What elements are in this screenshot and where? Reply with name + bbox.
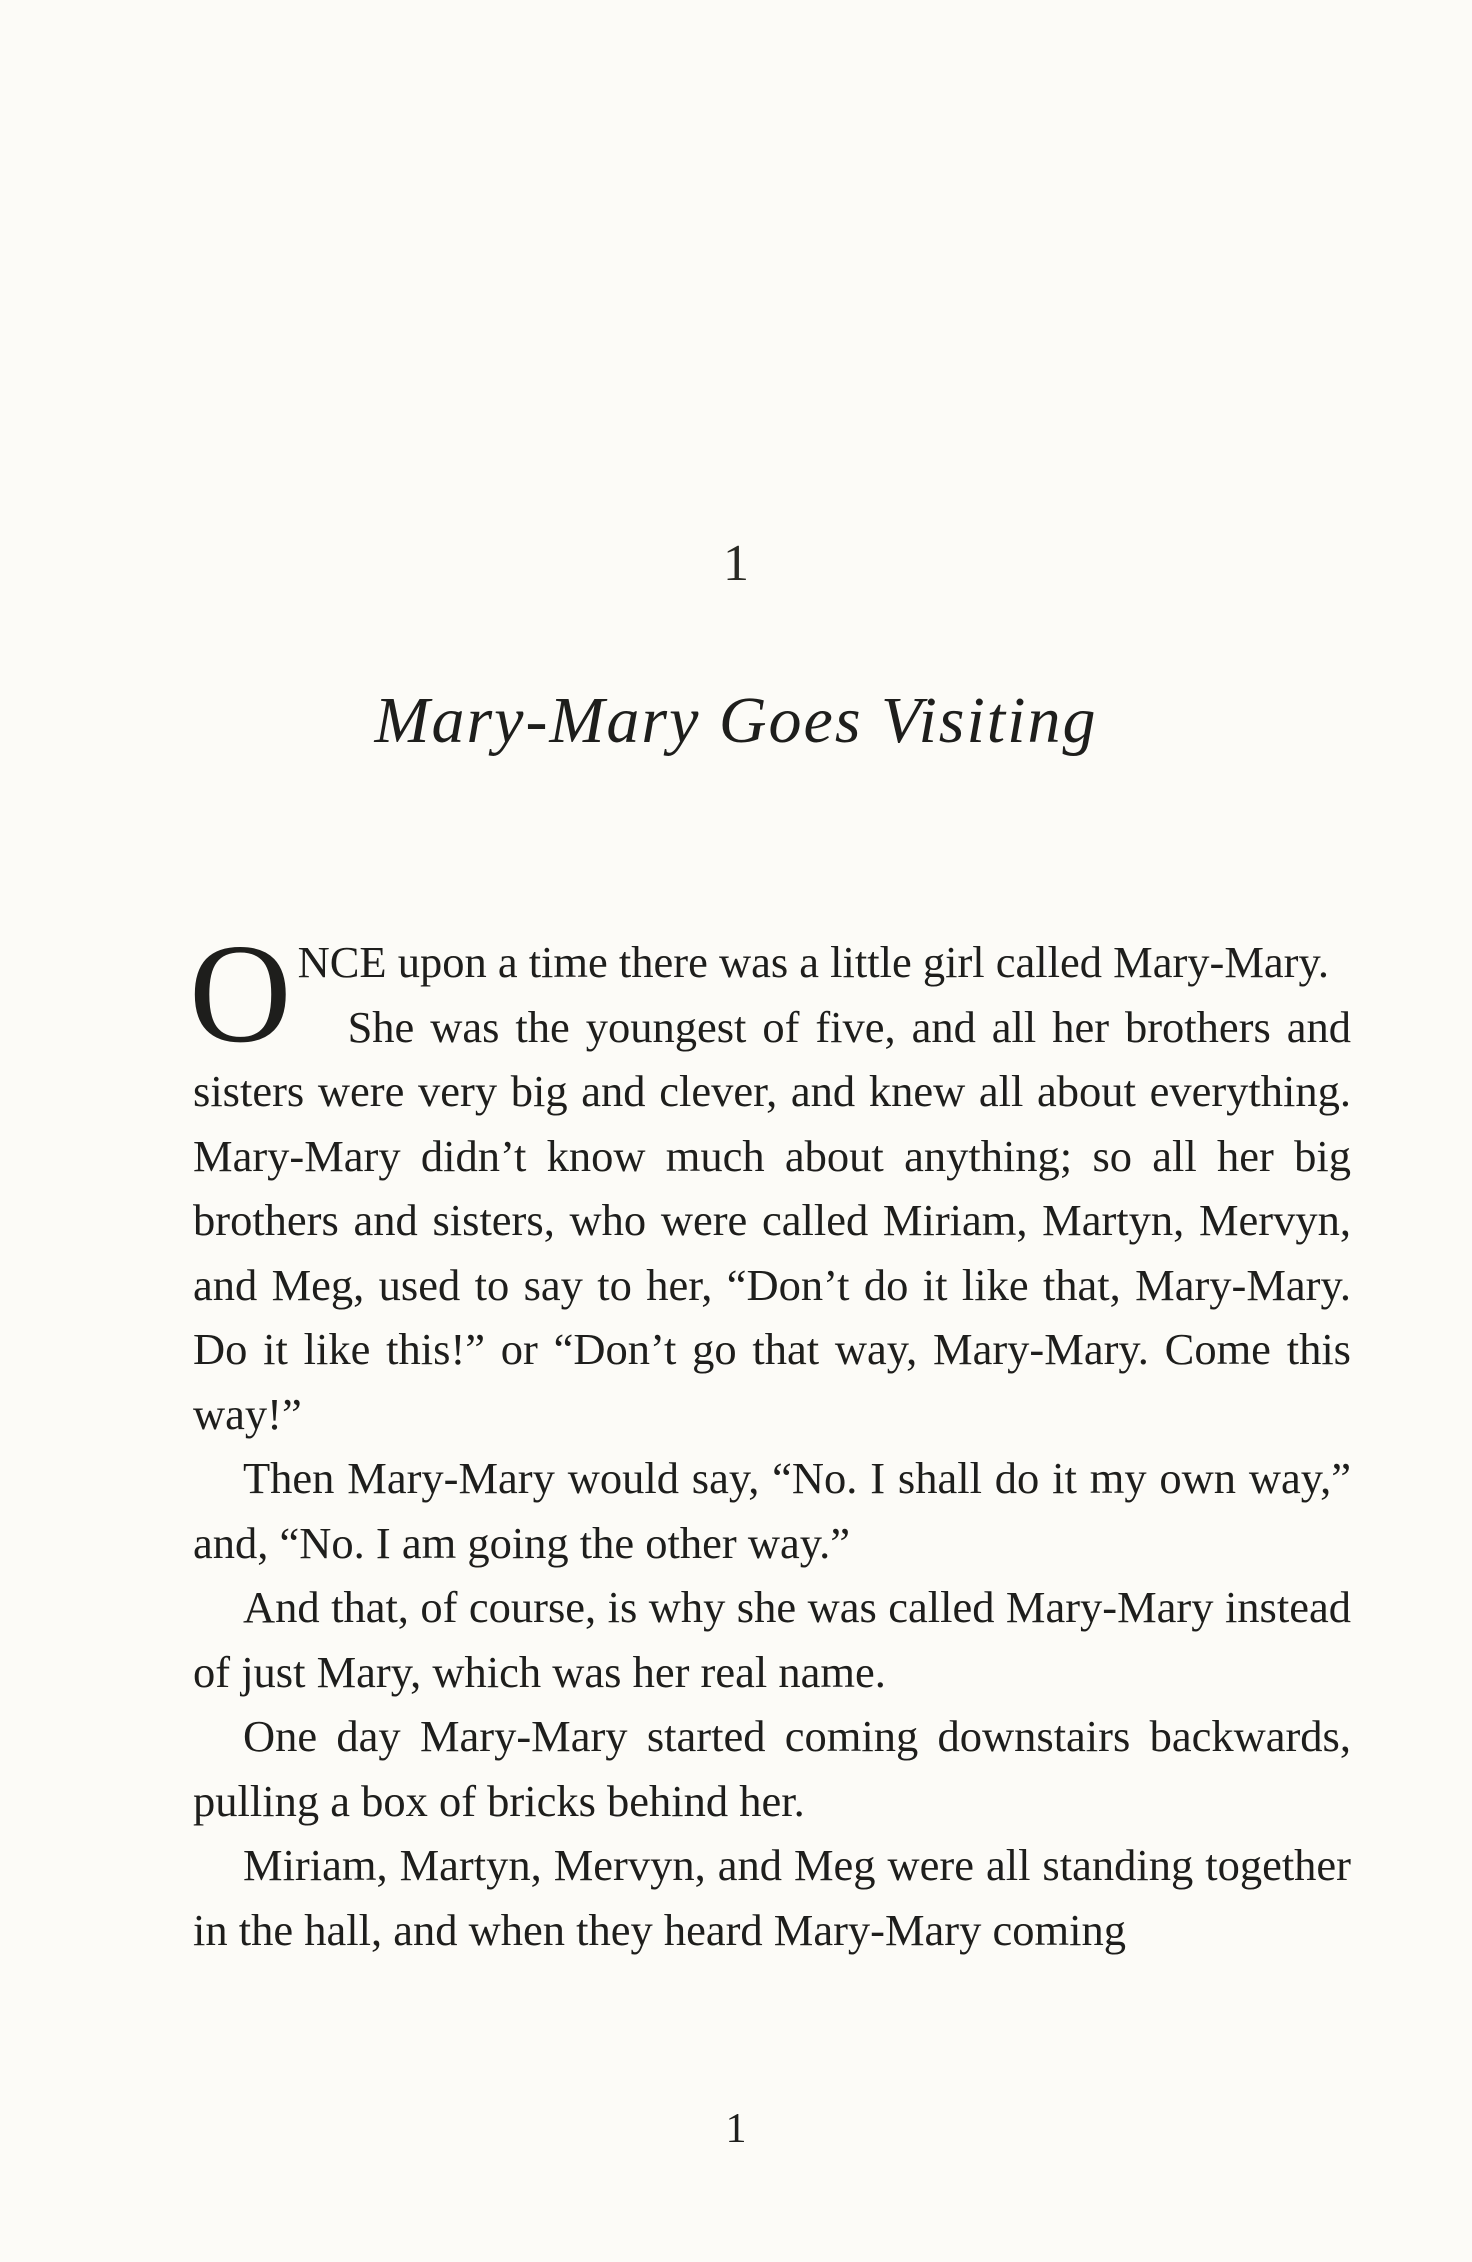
chapter-number: 1 — [723, 535, 749, 592]
paragraph-2: She was the youngest of five, and all her brothers and sisters were very big and clever, and knew all about everything. Mary-Mary didn’t know much about anything; so all her big brothers and sisters, who were called Miriam, Martyn, Mervyn, and Meg, used to say to her, “Don’t do it like that, Mary-Mary. Do it like this!” or “Don’t go that way, Mary-Mary. Come this way!” — [193, 1001, 1351, 1439]
paragraph-1-text: NCE upon a time there was a little girl called Mary-Mary. — [297, 937, 1329, 987]
drop-cap: O — [189, 914, 292, 1072]
paragraph-5: One day Mary-Mary started coming downstairs backwards, pulling a box of bricks behind her. — [193, 1711, 1351, 1826]
paragraph-6: Miriam, Martyn, Mervyn, and Meg were all standing together in the hall, and when they heard Mary-Mary coming — [193, 1840, 1351, 1955]
page-number: 1 — [725, 2106, 747, 2152]
chapter-body — [189, 914, 1351, 1962]
paragraph-1 — [189, 914, 1351, 1072]
paragraph-4: And that, of course, is why she was called Mary-Mary instead of just Mary, which was her real name. — [193, 1582, 1351, 1697]
paragraph-3: Then Mary-Mary would say, “No. I shall do it my own way,” and, “No. I am going the other way.” — [193, 1453, 1351, 1568]
chapter-title: Mary-Mary Goes Visiting — [374, 684, 1098, 757]
